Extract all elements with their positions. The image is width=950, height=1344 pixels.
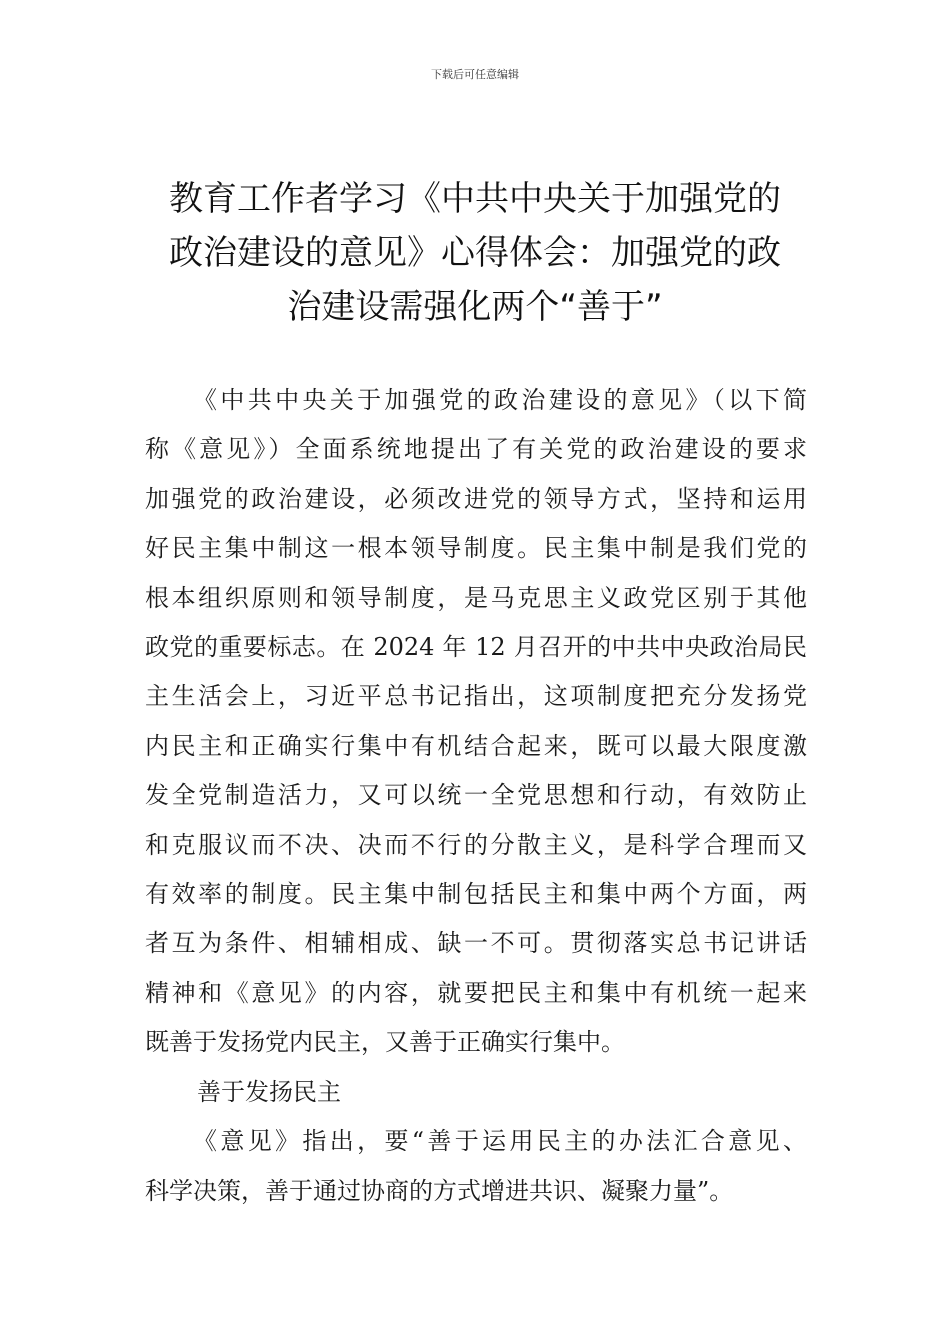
title-line: 政治建设的意见》心得体会：加强党的政 — [169, 233, 781, 273]
text-line: 和克服议而不决、决而不行的分散主义，是科学合理而又 — [145, 830, 807, 859]
title-line: 教育工作者学习《中共中央关于加强党的 — [169, 179, 781, 219]
text-line: 有效率的制度。民主集中制包括民主和集中两个方面，两 — [145, 880, 807, 909]
text-line: 内民主和正确实行集中有机结合起来，既可以最大限度激 — [145, 731, 807, 760]
text-line: 者互为条件、相辅相成、缺一不可。贯彻落实总书记讲话 — [145, 929, 807, 958]
document-body — [145, 376, 807, 1216]
text-line: 既善于发扬党内民主，又善于正确实行集中。 — [145, 1028, 625, 1057]
text-line: 根本组织原则和领导制度，是马克思主义政党区别于其他 — [145, 583, 807, 612]
text-line: 《中共中央关于加强党的政治建设的意见》（以下简 — [193, 386, 807, 414]
text-line: 发全党制造活力，又可以统一全党思想和行动，有效防止 — [145, 781, 807, 810]
header-note: 下载后可任意编辑 — [431, 68, 519, 81]
text-line: 主生活会上，习近平总书记指出，这项制度把充分发扬党 — [145, 682, 807, 711]
title-line: 治建设需强化两个“善于” — [287, 287, 663, 327]
text-line: 政党的重要标志。在 2024 年 12 月召开的中共中央政治局民 — [145, 633, 807, 662]
text-line: 称《意见》）全面系统地提出了有关党的政治建设的要求 — [145, 435, 807, 464]
text-line: 科学决策，善于通过协商的方式增进共识、凝聚力量”。 — [145, 1176, 734, 1205]
paragraph-intro — [145, 376, 807, 1068]
document-title — [145, 172, 805, 334]
text-line: 好民主集中制这一根本领导制度。民主集中制是我们党的 — [145, 534, 807, 563]
text-line: 《意见》指出，要“善于运用民主的办法汇合意见、 — [193, 1127, 807, 1156]
text-line: 精神和《意见》的内容，就要把民主和集中有机统一起来 — [145, 978, 807, 1007]
text-line: 加强党的政治建设，必须改进党的领导方式，坚持和运用 — [145, 484, 807, 513]
paragraph-section — [145, 1117, 807, 1216]
section-subheading: 善于发扬民主 — [197, 1077, 341, 1106]
